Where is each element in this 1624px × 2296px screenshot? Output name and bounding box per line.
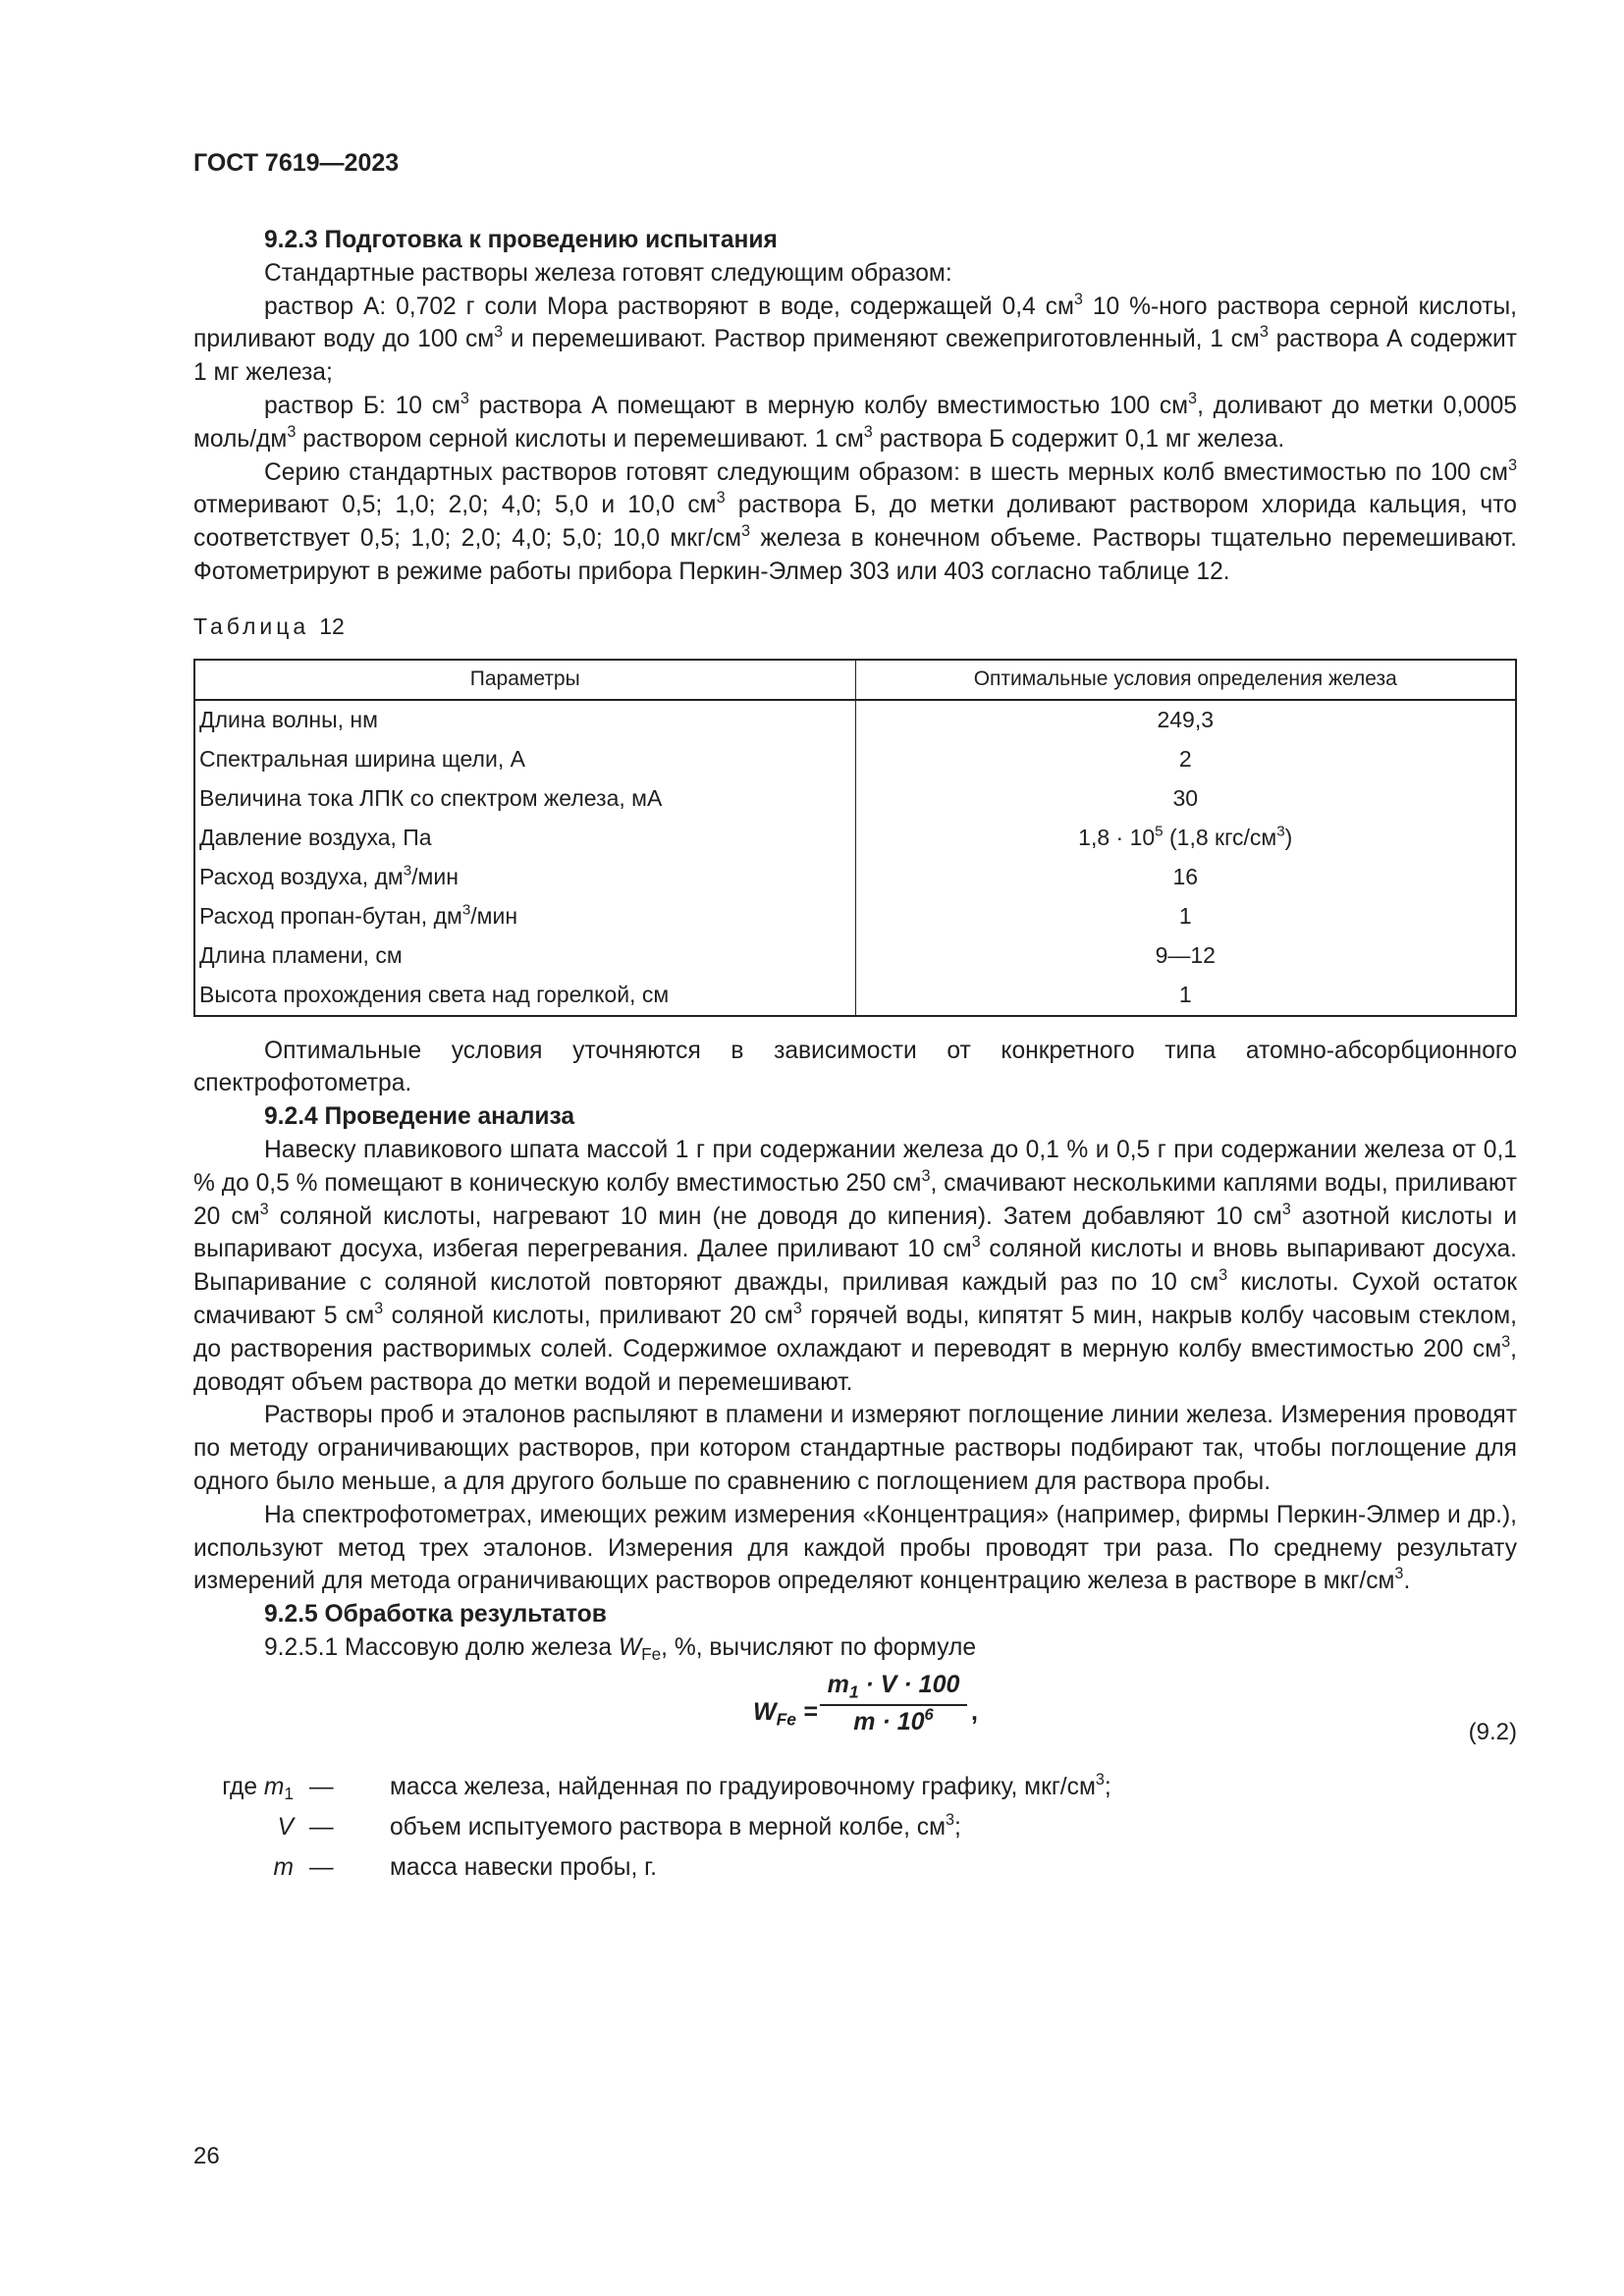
table-cell: 16: [855, 858, 1516, 897]
table-cell: Длина волны, нм: [199, 706, 378, 732]
legend-row: [193, 1811, 1517, 1851]
table-cell: Давление воздуха, Па: [199, 824, 432, 850]
formula-numerator: $m_1 \cdot V \cdot 100$: [820, 1669, 967, 1706]
table-cell: Расход воздуха, $дм^3$/мин: [199, 862, 459, 889]
paragraph: Растворы проб и эталонов распыляют в пламени и измеряют поглощение линии железа. Измерения проводят по методу ограничивающих растворов, при котором стандартные растворы подбирают так, чтобы поглощение для одного было меньше, а для другого больше по сравнению с поглощением для раствора пробы.: [193, 1402, 1517, 1495]
paragraph-solution-a: раствор А: 0,702 г соли Мора растворяют в воде, содержащей 0,4 $см^3$ 10 %-ного раствора серной кислоты, приливают воду до 100 $см^3$ и перемешивают. Раствор применяют свежеприготовленный, 1 $см^3$ раствора А содержит 1 мг железа;: [193, 290, 1518, 387]
formula-comma: ,: [971, 1697, 978, 1726]
table-cell: 249,3: [855, 700, 1516, 740]
page-header: ГОСТ 7619—2023: [193, 149, 400, 177]
legend-description: масса навески пробы, г.: [390, 1853, 657, 1881]
table-header-row: [194, 660, 1516, 700]
paragraph: Стандартные растворы железа готовят следующим образом:: [264, 259, 952, 287]
legend-row: [193, 1851, 1517, 1892]
paragraph-standard-series: Серию стандартных растворов готовят следующим образом: в шесть мерных колб вместимостью по 100 $см^3$ отмеривают 0,5; 1,0; 2,0; 4,0; 5,0 и 10,0 $см^3$ раствора Б, до метки доливают раствором хлорида кальция, что соответствует 0,5; 1,0; 2,0; 4,0; 5,0; 10,0 мкг/$см^3$ железа в конечном объеме. Растворы тщательно перемешивают. Фотометрируют в режиме работы прибора Перкин-Элмер 303 или 403 согласно таблице 12.: [193, 455, 1517, 585]
parameters-table: [193, 659, 1517, 1017]
table-cell: Величина тока ЛПК со спектром железа, мА: [199, 784, 663, 811]
table-header-cell: Параметры: [194, 660, 855, 700]
table-cell: 1: [855, 976, 1516, 1016]
legend-description: масса железа, найденная по градуировочному графику, мкг/$см^3$;: [390, 1770, 1111, 1800]
table-header-cell: Оптимальные условия определения железа: [855, 660, 1516, 700]
table-row: [194, 819, 1516, 858]
formula-denominator: $m \cdot 10^6$: [853, 1705, 934, 1735]
legend-symbol: m: [273, 1853, 294, 1881]
table-row: [194, 740, 1516, 779]
formula-lhs: $W_{Fe}$ =: [753, 1697, 818, 1729]
table-cell: Высота прохождения света над горелкой, см: [199, 981, 670, 1007]
paragraph-solution-b: раствор Б: 10 $см^3$ раствора А помещают в мерную колбу вместимостью 100 $см^3$, доливают до метки 0,0005 моль/$дм^3$ раствором серной кислоты и перемешивают. 1 $см^3$ раствора Б содержит 0,1 мг железа.: [193, 389, 1517, 453]
legend-dash: —: [309, 1773, 334, 1800]
legend-symbol: V: [277, 1813, 294, 1841]
table-row: [194, 976, 1516, 1016]
formula-fraction: [820, 1669, 967, 1739]
table-row: [194, 936, 1516, 976]
table-cell: 1: [855, 897, 1516, 936]
table-row: [194, 858, 1516, 897]
paragraph: 9.2.5.1 Массовую долю железа $W_{Fe}$, %, вычисляют по формуле: [264, 1633, 977, 1665]
document-body: [193, 224, 1517, 1892]
table-cell: $1,8 \cdot 10^5$ (1,8 кгс/$см^3$): [855, 819, 1516, 858]
table-row: [194, 700, 1516, 740]
table-caption: Таблица 12: [193, 613, 345, 639]
table-cell: Длина пламени, см: [199, 941, 403, 968]
table-cell: Расход пропан-бутан, $дм^3$/мин: [199, 901, 518, 929]
legend-dash: —: [309, 1813, 334, 1841]
paragraph-analysis: Навеску плавикового шпата массой 1 г при содержании железа до 0,1 % и 0,5 г при содержании железа от 0,1 % до 0,5 % помещают в коническую колбу вместимостью 250 $см^3$, смачивают несколькими каплями воды, приливают 20 $см^3$ соляной кислоты, нагревают 10 мин (не доводя до кипения). Затем добавляют 10 $см^3$ азотной кислоты и выпаривают досуха, избегая перегревания. Далее приливают 10 $см^3$ соляной кислоты и вновь выпаривают досуха. Выпаривание с соляной кислотой повторяют дважды, приливая каждый раз по 10 $см^3$ кислоты. Сухой остаток смачивают 5 $см^3$ соляной кислоты, приливают 20 $см^3$ горячей воды, кипятят 5 мин, накрыв колбу часовым стеклом, до растворения растворимых солей. Содержимое охлаждают и переводят в мерную колбу вместимостью 200 $см^3$, доводят объем раствора до метки водой и перемешивают.: [193, 1136, 1518, 1396]
table-row: [194, 779, 1516, 819]
legend-symbol: где $m_1$: [222, 1773, 294, 1803]
paragraph: Оптимальные условия уточняются в зависимости от конкретного типа атомно-абсорбционного спектрофотометра.: [193, 1037, 1517, 1097]
section-9-2-5-title: 9.2.5 Обработка результатов: [264, 1601, 607, 1629]
paragraph: На спектрофотометрах, имеющих режим измерения «Концентрация» (например, фирмы Перкин-Элмер и др.), используют метод трех эталонов. Измерения для каждой пробы проводят три раза. По среднему результату измерений для метода ограничивающих растворов определяют концентрацию железа в растворе в мкг/$см^3$.: [193, 1501, 1517, 1595]
table-cell: Спектральная ширина щели, А: [199, 745, 525, 772]
table-cell: 2: [855, 740, 1516, 779]
formula-9-2: [193, 1669, 1517, 1763]
page-number: 26: [193, 2143, 220, 2169]
table-cell: 30: [855, 779, 1516, 819]
table-cell: 9—12: [855, 936, 1516, 976]
table-row: [194, 897, 1516, 936]
section-9-2-3-title: 9.2.3 Подготовка к проведению испытания: [264, 227, 778, 253]
legend-description: объем испытуемого раствора в мерной колбе, $см^3$;: [390, 1810, 961, 1841]
section-9-2-4-title: 9.2.4 Проведение анализа: [264, 1103, 575, 1131]
formula-legend: [193, 1771, 1517, 1892]
legend-row: [193, 1771, 1517, 1811]
formula-number: (9.2): [1468, 1718, 1517, 1745]
legend-dash: —: [309, 1853, 334, 1881]
